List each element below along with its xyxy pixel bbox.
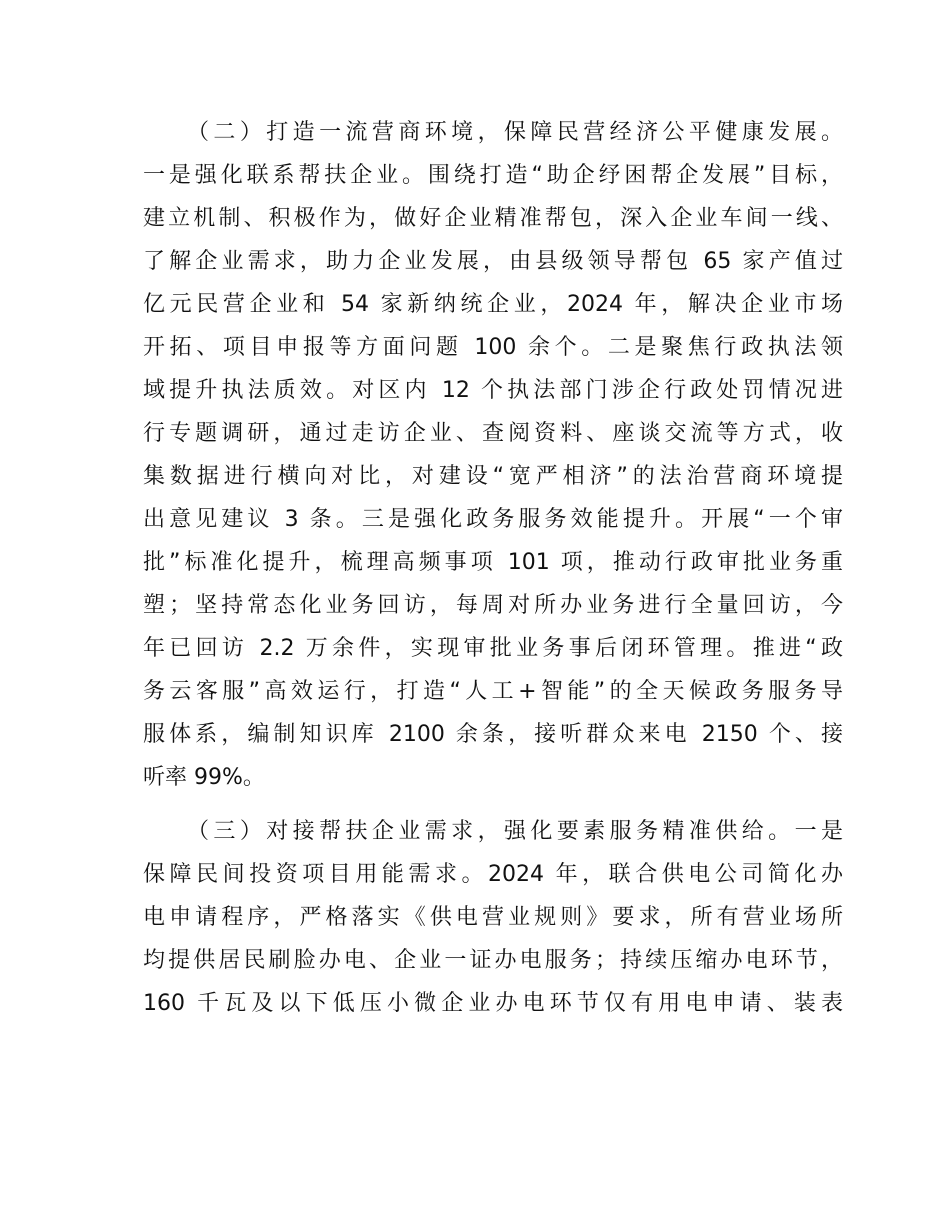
- paragraph-1-line: （二）打造一流营商环境，保障民营经济公平健康发展。: [187, 120, 843, 145]
- paragraph-1-line: 服体系，编制知识库 2100 余条，接听群众来电 2150 个、接: [143, 722, 843, 747]
- paragraph-1-line: 域提升执法质效。对区内 12 个执法部门涉企行政处罚情况进: [143, 378, 843, 403]
- paragraph-2-line: 电申请程序，严格落实《供电营业规则》要求，所有营业场所: [143, 905, 843, 930]
- paragraph-1-line: 批”标准化提升，梳理高频事项 101 项，推动行政审批业务重: [143, 550, 843, 575]
- paragraph-1-line: 行专题调研，通过走访企业、查阅资料、座谈交流等方式，收: [143, 421, 843, 446]
- paragraph-1-line: 亿元民营企业和 54 家新纳统企业，2024 年，解决企业市场: [143, 292, 843, 317]
- paragraph-2-line: 保障民间投资项目用能需求。2024 年，联合供电公司简化办: [143, 862, 843, 887]
- paragraph-1-line: 集数据进行横向对比，对建设“宽严相济”的法治营商环境提: [143, 464, 843, 489]
- paragraph-1-line: 出意见建议 3 条。三是强化政务服务效能提升。开展“一个审: [143, 507, 843, 532]
- paragraph-2-line: （三）对接帮扶企业需求，强化要素服务精准供给。一是: [187, 819, 843, 844]
- paragraph-2-line: 均提供居民刷脸办电、企业一证办电服务；持续压缩办电环节，: [143, 948, 843, 973]
- paragraph-1-line: 听率 99%。: [143, 765, 265, 790]
- paragraph-2-line: 160 千瓦及以下低压小微企业办电环节仅有用电申请、装表: [143, 991, 843, 1016]
- paragraph-1-line: 建立机制、积极作为，做好企业精准帮包，深入企业车间一线、: [143, 206, 843, 231]
- paragraph-1-line: 年已回访 2.2 万余件，实现审批业务事后闭环管理。推进“政: [143, 636, 843, 661]
- paragraph-1-line: 了解企业需求，助力企业发展，由县级领导帮包 65 家产值过: [143, 249, 843, 274]
- paragraph-1-line: 一是强化联系帮扶企业。围绕打造“助企纾困帮企发展”目标，: [143, 163, 843, 188]
- paragraph-1-line: 开拓、项目申报等方面问题 100 余个。二是聚焦行政执法领: [143, 335, 843, 360]
- paragraph-1-line: 塑；坚持常态化业务回访，每周对所办业务进行全量回访，今: [143, 593, 843, 618]
- paragraph-1-line: 务云客服”高效运行，打造“人工+智能”的全天候政务服务导: [143, 679, 843, 704]
